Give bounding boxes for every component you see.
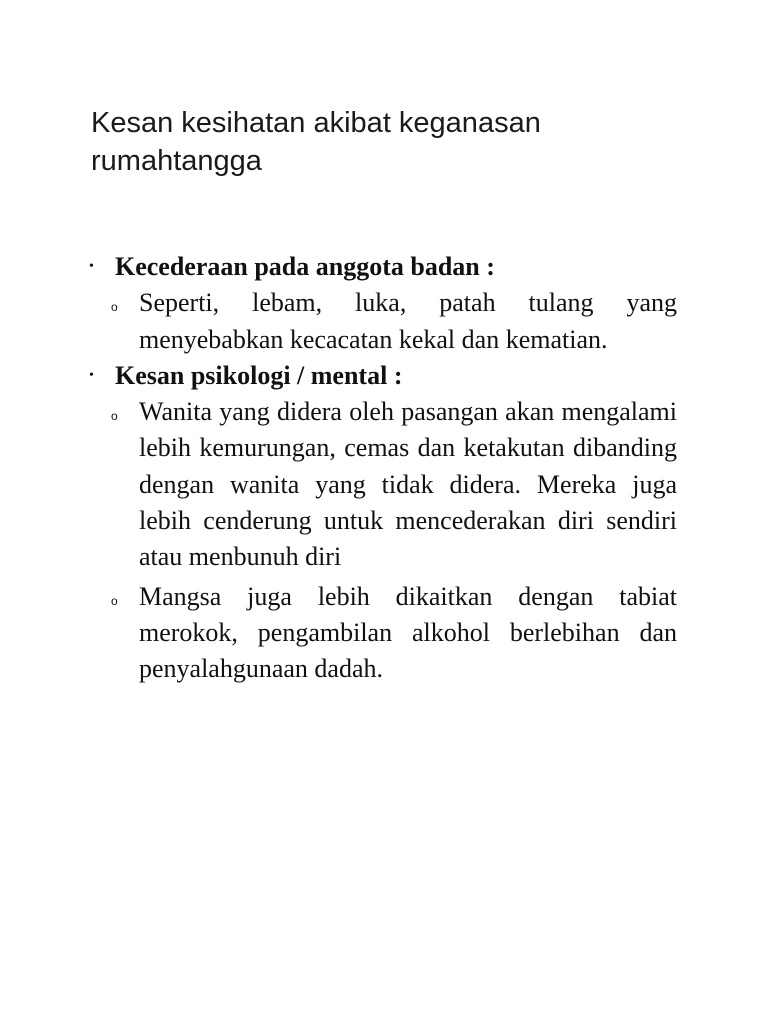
sub-point-text: Seperti, lebam, luka, patah tulang yang menyebabkan kecacatan kekal dan kematian. <box>139 288 677 354</box>
section-heading-physical-injury <box>91 249 677 285</box>
sub-bullet-icon: o <box>111 300 118 315</box>
section-heading-text: Kesan psikologi / mental : <box>115 360 403 390</box>
sub-point-text: Mangsa juga lebih dikaitkan dengan tabiat merokok, pengambilan alkohol berlebihan dan penyalahgunaan dadah. <box>139 581 677 684</box>
section-heading-text: Kecederaan pada anggota badan : <box>115 252 495 281</box>
sub-bullet-icon: o <box>111 593 118 608</box>
sub-point-injuries <box>91 285 677 358</box>
sub-bullet-icon: o <box>111 409 118 424</box>
section-heading-psychological <box>91 358 677 394</box>
bullet-icon: • <box>89 259 94 274</box>
sub-point-depression <box>91 394 677 575</box>
bullet-icon: • <box>89 367 94 383</box>
sub-point-text: Wanita yang didera oleh pasangan akan mengalami lebih kemurungan, cemas dan ketakutan dibanding dengan wanita yang tidak didera. Mereka juga lebih cenderung untuk mencederakan diri sendiri atau menbunuh diri <box>139 397 677 572</box>
bullet-list <box>91 249 677 688</box>
sub-point-substance-abuse <box>91 579 677 688</box>
page-title: Kesan kesihatan akibat keganasan rumahtangga <box>91 107 541 177</box>
